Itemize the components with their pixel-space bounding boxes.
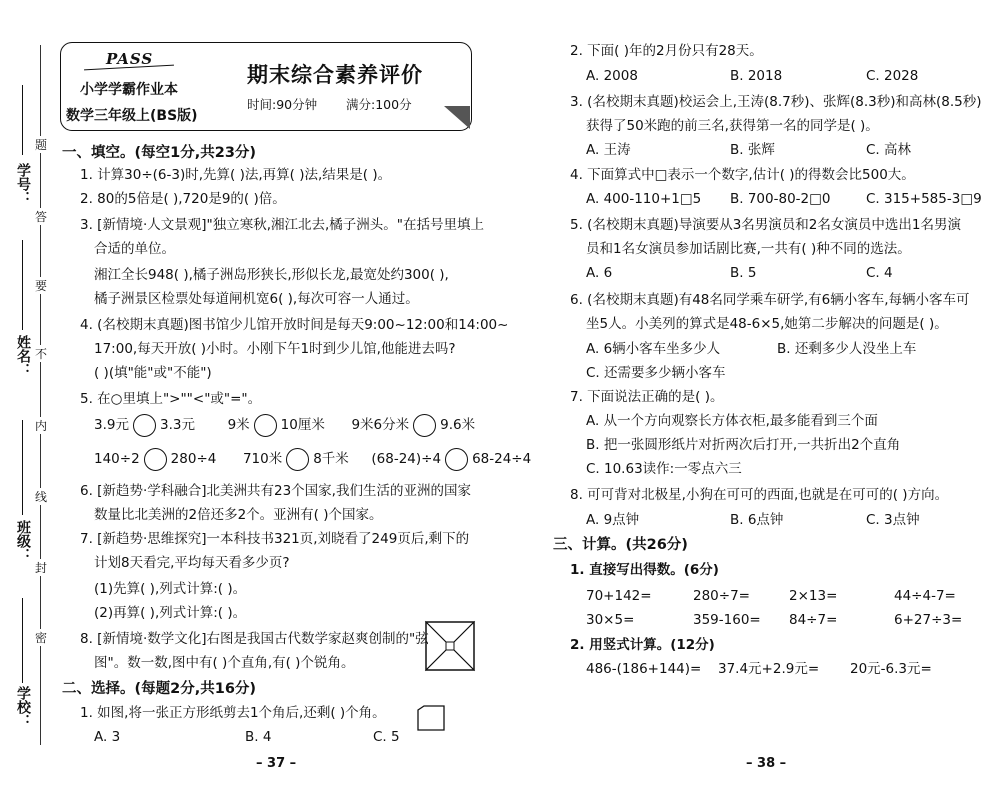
school-blank[interactable] (22, 598, 23, 683)
calc-item: 6+27÷3= (894, 612, 963, 628)
section-2-heading: 二、选择。(每题2分,共16分) (62, 681, 257, 697)
calc-item: 280÷7= (693, 588, 750, 604)
q7-text: 7. [新趋势·思维探究]一本科技书321页,刘晓看了249页后,剩下的 (80, 531, 470, 547)
exam-score: 满分:100分 (346, 97, 412, 112)
section-3-heading: 三、计算。(共26分) (553, 537, 688, 553)
compare-row-1: 3.9元 3.3元 9米 10厘米 9米6分米 9.6米 (94, 413, 475, 437)
compare-circle[interactable] (413, 414, 436, 437)
choice-3-option[interactable]: B. 张辉 (730, 142, 775, 158)
seal-char: 密 (35, 631, 48, 645)
choice-5-option[interactable]: A. 6 (586, 265, 613, 281)
choice-4-text: 4. 下面算式中□表示一个数字,估计( )的得数会比500大。 (570, 167, 915, 183)
choice-1-option[interactable]: C. 5 (373, 729, 400, 745)
calc-item: 2×13= (789, 588, 838, 604)
q7-text: (2)再算( ),列式计算:( )。 (94, 605, 247, 621)
choice-2-option[interactable]: B. 2018 (730, 68, 783, 84)
page-number-right: – 38 – (746, 756, 787, 771)
choice-3-text: 获得了50米跑的前三名,获得第一名的同学是( )。 (586, 118, 879, 134)
choice-8-option[interactable]: C. 3点钟 (866, 512, 920, 528)
choice-1-option[interactable]: A. 3 (94, 729, 121, 745)
q4-text: 4. (名校期末真题)图书馆少儿馆开放时间是每天9:00~12:00和14:00~ (80, 317, 509, 333)
seal-char: 内 (35, 419, 48, 433)
choice-3-option[interactable]: C. 高林 (866, 142, 912, 158)
choice-4-option[interactable]: B. 700-80-2□0 (730, 191, 831, 207)
choice-7-option[interactable]: C. 10.63读作:一零点六三 (586, 461, 742, 477)
choice-8-option[interactable]: A. 9点钟 (586, 512, 640, 528)
cut-square-diagram (416, 704, 446, 732)
choice-4-option[interactable]: C. 315+585-3□9 (866, 191, 982, 207)
choice-1-text: 1. 如图,将一张正方形纸剪去1个角后,还剩( )个角。 (80, 705, 386, 721)
q7-text: (1)先算( ),列式计算:( )。 (94, 581, 247, 597)
choice-5-option[interactable]: B. 5 (730, 265, 757, 281)
calc-item: 84÷7= (789, 612, 838, 628)
choice-3-option[interactable]: A. 王涛 (586, 142, 631, 158)
q8-text: 8. [新情境·数学文化]右图是我国古代数学家赵爽创制的"弦 (80, 631, 429, 647)
choice-6-option[interactable]: B. 还剩多少人没坐上车 (777, 341, 917, 357)
calc-item: 30×5= (586, 612, 635, 628)
calc-item: 359-160= (693, 612, 761, 628)
q6-text: 数量比北美洲的2倍还多2个。亚洲有( )个国家。 (94, 507, 383, 523)
q1-text: 1. 计算30÷(6-3)时,先算( )法,再算( )法,结果是( )。 (80, 167, 392, 183)
choice-7-text: 7. 下面说法正确的是( )。 (570, 389, 724, 405)
q3-text: 3. [新情境·人文景观]"独立寒秋,湘江北去,橘子洲头。"在括号里填上 (80, 217, 484, 233)
student-id-label: 学号： (15, 163, 31, 205)
compare-circle[interactable] (254, 414, 277, 437)
choice-5-option[interactable]: C. 4 (866, 265, 893, 281)
class-label: 班级： (15, 520, 31, 562)
choice-6-text: 6. (名校期末真题)有48名同学乘车研学,有6辆小客车,每辆小客车可 (570, 292, 970, 308)
choice-2-option[interactable]: C. 2028 (866, 68, 919, 84)
exam-time: 时间:90分钟 (247, 97, 318, 112)
xian-diagram (424, 620, 476, 672)
choice-8-text: 8. 可可背对北极星,小狗在可可的西面,也就是在可可的( )方向。 (570, 487, 949, 503)
page-curl-corner (444, 106, 470, 129)
choice-5-text: 员和1名女演员参加话剧比赛,一共有( )种不同的选法。 (586, 241, 911, 257)
compare-circle[interactable] (133, 414, 156, 437)
choice-6-option[interactable]: A. 6辆小客车坐多少人 (586, 341, 721, 357)
page-number-left: – 37 – (256, 756, 297, 771)
seal-char: 答 (35, 210, 48, 224)
section-1-heading: 一、填空。(每空1分,共23分) (62, 145, 257, 161)
calc-item: 70+142= (586, 588, 652, 604)
choice-8-option[interactable]: B. 6点钟 (730, 512, 784, 528)
student-name-label: 姓名： (15, 335, 31, 377)
seal-char: 题 (35, 138, 48, 152)
seal-char: 封 (35, 561, 48, 575)
q3-text: 合适的单位。 (94, 241, 175, 257)
choice-6-text: 坐5人。小美列的算式是48-6×5,她第二步解决的问题是( )。 (586, 316, 948, 332)
school-label: 学校： (15, 686, 31, 728)
choice-7-option[interactable]: A. 从一个方向观察长方体衣柜,最多能看到三个面 (586, 413, 878, 429)
seal-char: 要 (35, 279, 48, 293)
edition-label: 数学三年级上(BS版) (66, 108, 198, 124)
seal-char: 线 (35, 490, 48, 504)
choice-4-option[interactable]: A. 400-110+1□5 (586, 191, 702, 207)
q3-text: 湘江全长948( ),橘子洲岛形狭长,形似长龙,最宽处约300( ), (94, 267, 449, 283)
q4-text: ( )(填"能"或"不能") (94, 365, 212, 381)
compare-circle[interactable] (144, 448, 167, 471)
compare-circle[interactable] (445, 448, 468, 471)
class-blank[interactable] (22, 420, 23, 515)
brand-name: 小学学霸作业本 (80, 82, 178, 98)
choice-7-option[interactable]: B. 把一张圆形纸片对折两次后打开,一共折出2个直角 (586, 437, 901, 453)
calc-item: 44÷4-7= (894, 588, 956, 604)
calc-item: 486-(186+144)= (586, 661, 702, 677)
seal-char: 不 (35, 347, 48, 361)
choice-1-option[interactable]: B. 4 (245, 729, 272, 745)
choice-2-text: 2. 下面( )年的2月份只有28天。 (570, 43, 763, 59)
q2-text: 2. 80的5倍是( ),720是9的( )倍。 (80, 191, 286, 207)
compare-row-2: 140÷2 280÷4 710米 8千米 (68-24)÷4 68-24÷4 (94, 447, 531, 471)
calc-2-heading: 2. 用竖式计算。(12分) (570, 637, 715, 653)
pass-logo: PASS (106, 50, 154, 68)
q7-text: 计划8天看完,平均每天看多少页? (94, 555, 290, 571)
compare-circle[interactable] (286, 448, 309, 471)
q3-text: 橘子洲景区检票处每道闸机宽6( ),每次可容一人通过。 (94, 291, 419, 307)
calc-1-heading: 1. 直接写出得数。(6分) (570, 562, 719, 578)
choice-3-text: 3. (名校期末真题)校运会上,王涛(8.7秒)、张辉(8.3秒)和高林(8.5秒) (570, 94, 982, 110)
exam-title: 期末综合素养评价 (247, 63, 423, 87)
q8-text: 图"。数一数,图中有( )个直角,有( )个锐角。 (94, 655, 355, 671)
choice-5-text: 5. (名校期末真题)导演要从3名男演员和2名女演员中选出1名男演 (570, 217, 961, 233)
student-name-blank[interactable] (22, 240, 23, 330)
q5-text: 5. 在○里填上">""<"或"="。 (80, 391, 262, 407)
q4-text: 17:00,每天开放( )小时。小刚下午1时到少儿馆,他能进去吗? (94, 341, 456, 357)
q6-text: 6. [新趋势·学科融合]北美洲共有23个国家,我们生活的亚洲的国家 (80, 483, 471, 499)
calc-item: 20元-6.3元= (850, 661, 932, 677)
choice-2-option[interactable]: A. 2008 (586, 68, 638, 84)
student-id-blank[interactable] (22, 85, 23, 155)
calc-item: 37.4元+2.9元= (718, 661, 820, 677)
choice-6-option[interactable]: C. 还需要多少辆小客车 (586, 365, 726, 381)
